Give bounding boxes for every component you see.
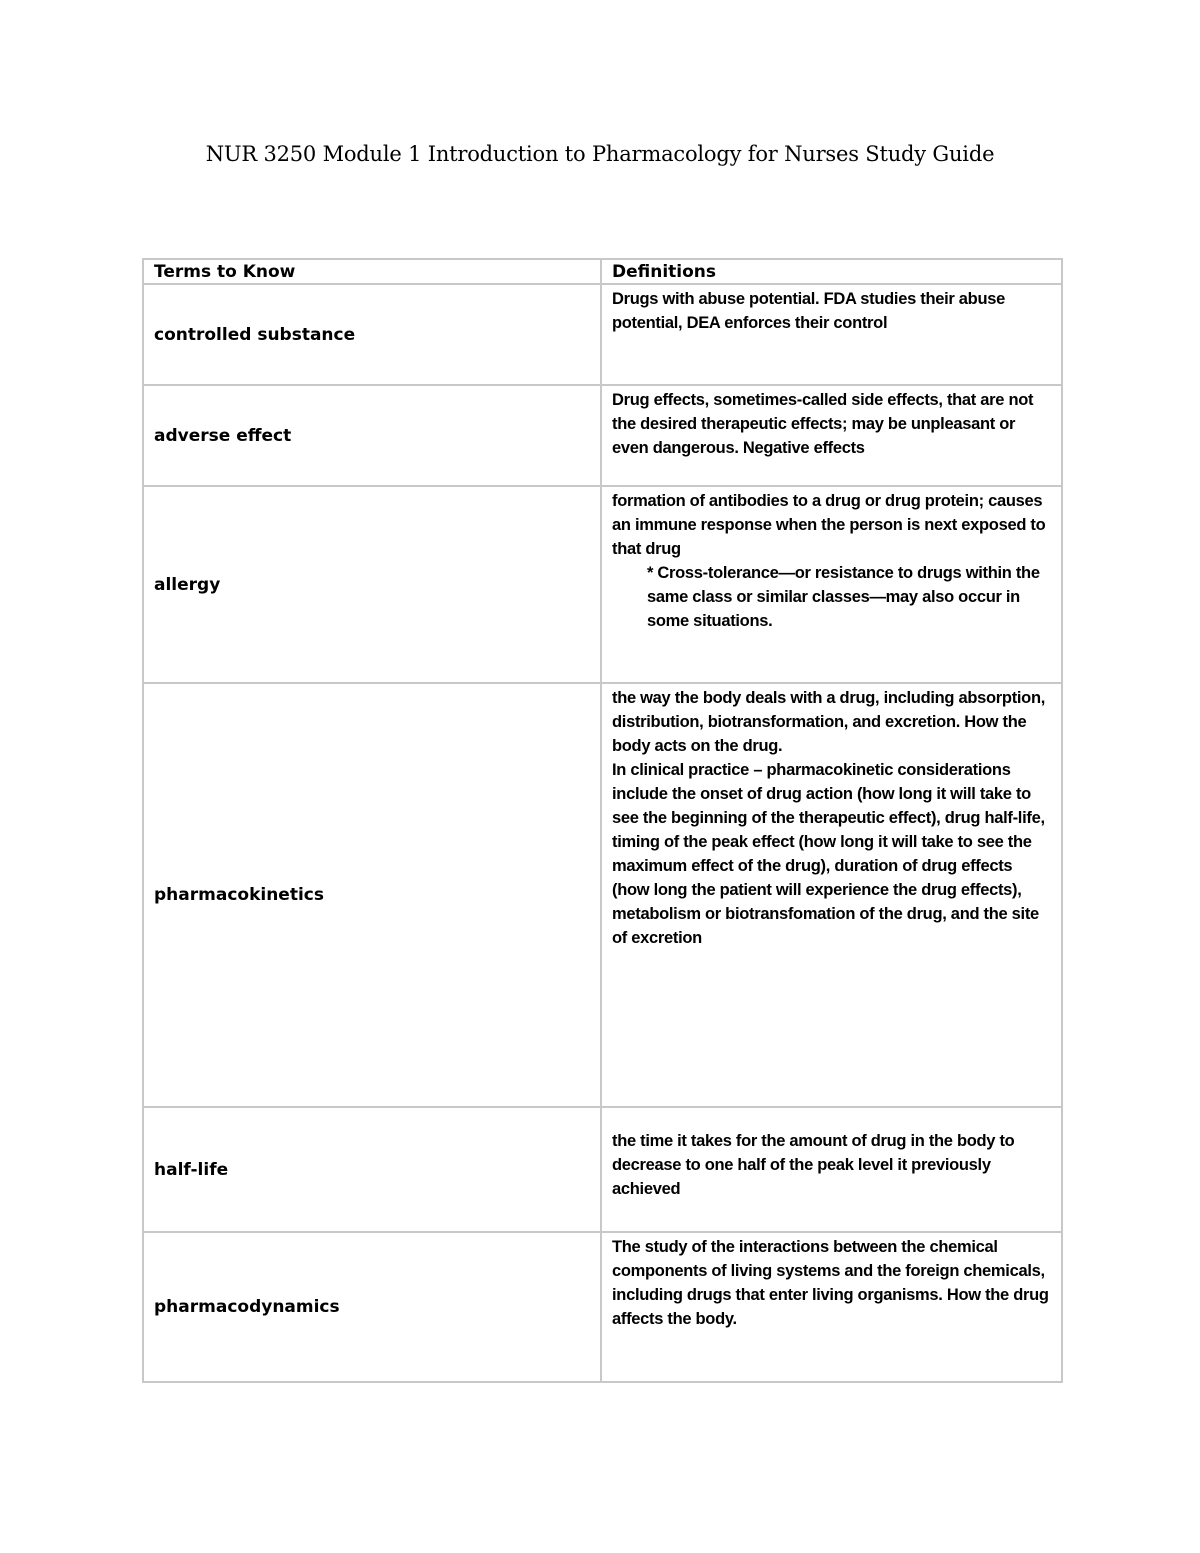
definition-cell [601, 1232, 1062, 1382]
term-cell: pharmacokinetics [143, 683, 601, 1107]
column-header-terms: Terms to Know [143, 259, 601, 284]
definition-cell [601, 1107, 1062, 1232]
term-cell: allergy [143, 486, 601, 683]
terms-table [142, 258, 1063, 1383]
definition-text: Drugs with abuse potential. FDA studies their abuse potential, DEA enforces their control [612, 290, 1005, 332]
term-cell: pharmacodynamics [143, 1232, 601, 1382]
table-row [143, 1107, 1062, 1232]
definition-cell [601, 284, 1062, 385]
term-cell: adverse effect [143, 385, 601, 486]
page-title: NUR 3250 Module 1 Introduction to Pharmacology for Nurses Study Guide [205, 142, 995, 166]
term-cell: controlled substance [143, 284, 601, 385]
term-cell: half-life [143, 1107, 601, 1232]
table-row [143, 486, 1062, 683]
definition-text: The study of the interactions between the chemical components of living systems and the foreign chemicals, including drugs that enter living organisms. How the drug affects the body. [612, 1238, 1049, 1328]
table-row [143, 385, 1062, 486]
column-header-definitions: Definitions [601, 259, 1062, 284]
table-row [143, 284, 1062, 385]
definition-note: * Cross-tolerance—or resistance to drugs within the same class or similar classes—may also occur in some situations. [647, 564, 1040, 630]
definition-cell [601, 486, 1062, 683]
table-row [143, 683, 1062, 1107]
definition-text: formation of antibodies to a drug or drug protein; causes an immune response when the person is next exposed to that drug [612, 492, 1046, 558]
definition-text: the time it takes for the amount of drug in the body to decrease to one half of the peak level it previously achieved [612, 1131, 1015, 1198]
terms-table-container [142, 258, 1061, 1383]
table-row [143, 1232, 1062, 1382]
table-header-row [143, 259, 1062, 284]
definition-text-clinical: In clinical practice – pharmacokinetic considerations include the onset of drug action (how long it will take to see the beginning of the therapeutic effect), drug half-life, timing of the peak effect (how long it will take to see the maximum effect of the drug), duration of drug effects (how long the patient will experience the drug effects), metabolism or biotransfomation of the drug, and the site of excretion [612, 761, 1045, 947]
definition-cell [601, 385, 1062, 486]
definition-text: the way the body deals with a drug, including absorption, distribution, biotransformation, and excretion. How the body acts on the drug. [612, 689, 1046, 755]
definition-cell [601, 683, 1062, 1107]
definition-text: Drug effects, sometimes-called side effects, that are not the desired therapeutic effects; may be unpleasant or even dangerous. Negative effects [612, 391, 1034, 457]
